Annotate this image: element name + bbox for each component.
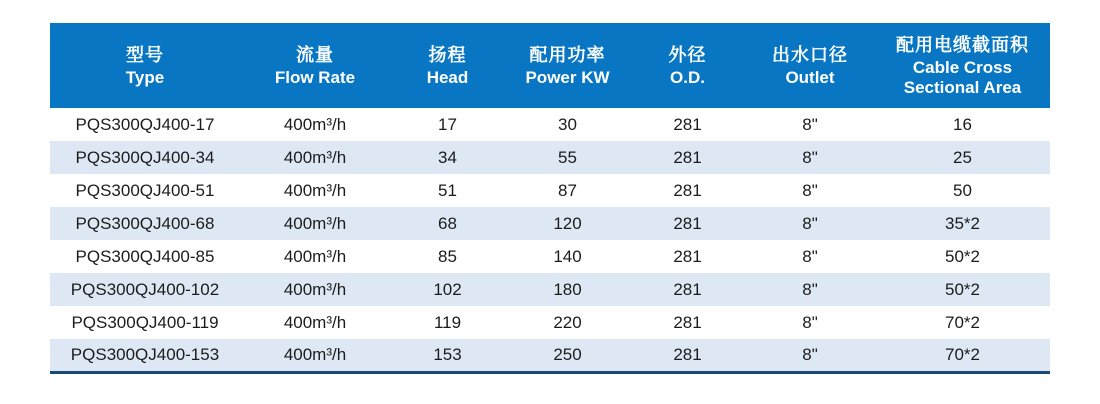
cell-flow-rate: 400m³/h bbox=[240, 339, 390, 372]
cell-head: 34 bbox=[390, 141, 505, 174]
cell-cable: 50*2 bbox=[875, 273, 1050, 306]
column-header-od bbox=[630, 23, 745, 108]
cell-cable: 50 bbox=[875, 174, 1050, 207]
header-outlet-en: Outlet bbox=[785, 67, 835, 87]
cell-cable: 50*2 bbox=[875, 240, 1050, 273]
column-header-type bbox=[50, 23, 240, 108]
cell-outlet: 8" bbox=[745, 306, 875, 339]
cell-od: 281 bbox=[630, 141, 745, 174]
cell-head: 85 bbox=[390, 240, 505, 273]
cell-cable: 16 bbox=[875, 108, 1050, 141]
cell-power: 87 bbox=[505, 174, 630, 207]
header-cable-en-line1: Cable Cross bbox=[912, 57, 1013, 77]
pump-spec-table bbox=[50, 23, 1050, 374]
table-row bbox=[50, 306, 1050, 339]
cell-outlet: 8" bbox=[745, 339, 875, 372]
cell-cable: 25 bbox=[875, 141, 1050, 174]
cell-type: PQS300QJ400-68 bbox=[50, 207, 240, 240]
cell-power: 140 bbox=[505, 240, 630, 273]
cell-head: 119 bbox=[390, 306, 505, 339]
cell-flow-rate: 400m³/h bbox=[240, 108, 390, 141]
column-header-cable bbox=[875, 23, 1050, 108]
cell-type: PQS300QJ400-102 bbox=[50, 273, 240, 306]
header-cable-en-line2: Sectional Area bbox=[903, 77, 1022, 97]
table-row bbox=[50, 108, 1050, 141]
table-row bbox=[50, 207, 1050, 240]
cell-type: PQS300QJ400-34 bbox=[50, 141, 240, 174]
table-row bbox=[50, 240, 1050, 273]
header-row bbox=[50, 23, 1050, 108]
header-od-zh: 外径 bbox=[668, 45, 707, 66]
cell-od: 281 bbox=[630, 240, 745, 273]
header-power-en: Power KW bbox=[525, 67, 610, 87]
cell-outlet: 8" bbox=[745, 207, 875, 240]
cell-flow-rate: 400m³/h bbox=[240, 273, 390, 306]
cell-flow-rate: 400m³/h bbox=[240, 174, 390, 207]
cell-cable: 70*2 bbox=[875, 306, 1050, 339]
cell-head: 102 bbox=[390, 273, 505, 306]
column-header-head bbox=[390, 23, 505, 108]
cell-head: 68 bbox=[390, 207, 505, 240]
header-type-en: Type bbox=[125, 67, 165, 87]
cell-type: PQS300QJ400-85 bbox=[50, 240, 240, 273]
cell-od: 281 bbox=[630, 174, 745, 207]
header-power-zh: 配用功率 bbox=[529, 45, 606, 66]
table-row bbox=[50, 141, 1050, 174]
cell-type: PQS300QJ400-51 bbox=[50, 174, 240, 207]
cell-power: 30 bbox=[505, 108, 630, 141]
header-outlet-zh: 出水口径 bbox=[772, 45, 848, 66]
header-od-en: O.D. bbox=[670, 67, 705, 87]
column-header-flow-rate bbox=[240, 23, 390, 108]
cell-type: PQS300QJ400-119 bbox=[50, 306, 240, 339]
header-flow-rate-zh: 流量 bbox=[296, 45, 334, 66]
cell-power: 220 bbox=[505, 306, 630, 339]
header-head-zh: 扬程 bbox=[428, 45, 467, 66]
cell-head: 17 bbox=[390, 108, 505, 141]
header-cable-zh: 配用电缆截面积 bbox=[896, 35, 1029, 56]
cell-outlet: 8" bbox=[745, 108, 875, 141]
cell-od: 281 bbox=[630, 207, 745, 240]
cell-outlet: 8" bbox=[745, 174, 875, 207]
cell-flow-rate: 400m³/h bbox=[240, 240, 390, 273]
cell-outlet: 8" bbox=[745, 240, 875, 273]
header-flow-rate-en: Flow Rate bbox=[274, 67, 356, 87]
cell-power: 55 bbox=[505, 141, 630, 174]
cell-power: 250 bbox=[505, 339, 630, 372]
cell-power: 120 bbox=[505, 207, 630, 240]
table-row bbox=[50, 273, 1050, 306]
column-header-power bbox=[505, 23, 630, 108]
cell-flow-rate: 400m³/h bbox=[240, 141, 390, 174]
table-row bbox=[50, 339, 1050, 372]
cell-type: PQS300QJ400-17 bbox=[50, 108, 240, 141]
header-head-en: Head bbox=[426, 67, 469, 87]
cell-head: 153 bbox=[390, 339, 505, 372]
cell-flow-rate: 400m³/h bbox=[240, 207, 390, 240]
cell-flow-rate: 400m³/h bbox=[240, 306, 390, 339]
cell-outlet: 8" bbox=[745, 273, 875, 306]
cell-od: 281 bbox=[630, 273, 745, 306]
spec-table-container bbox=[50, 23, 1050, 374]
cell-type: PQS300QJ400-153 bbox=[50, 339, 240, 372]
cell-od: 281 bbox=[630, 306, 745, 339]
cell-cable: 70*2 bbox=[875, 339, 1050, 372]
cell-od: 281 bbox=[630, 339, 745, 372]
cell-od: 281 bbox=[630, 108, 745, 141]
column-header-outlet bbox=[745, 23, 875, 108]
table-row bbox=[50, 174, 1050, 207]
cell-power: 180 bbox=[505, 273, 630, 306]
cell-head: 51 bbox=[390, 174, 505, 207]
cell-outlet: 8" bbox=[745, 141, 875, 174]
cell-cable: 35*2 bbox=[875, 207, 1050, 240]
header-type-zh: 型号 bbox=[126, 45, 164, 66]
